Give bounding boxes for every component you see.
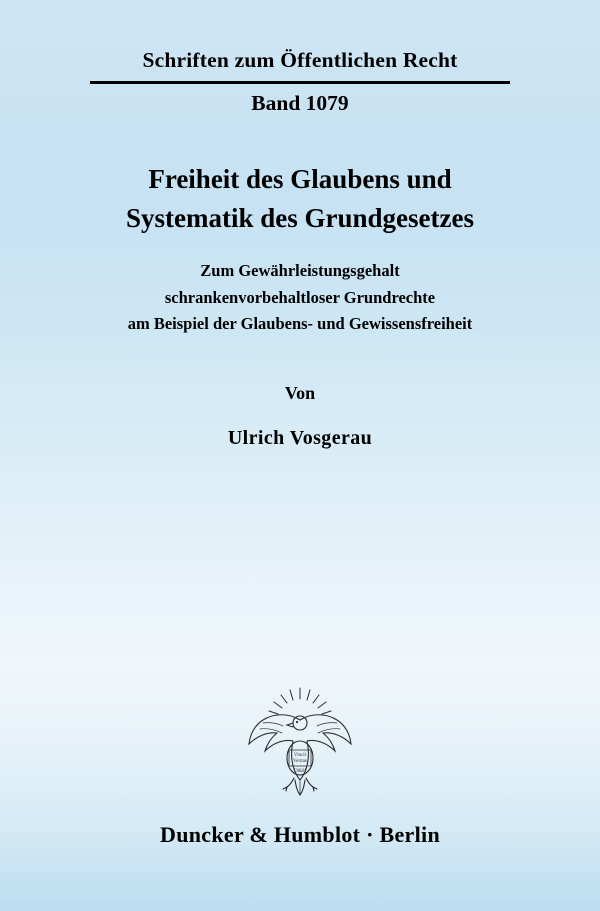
subtitle-line-3: am Beispiel der Glaubens- und Gewissensfreiheit bbox=[127, 314, 473, 334]
author-name: Ulrich Vosgerau bbox=[227, 427, 373, 449]
divider-rule bbox=[90, 81, 510, 84]
series-title: Schriften zum Öffentlichen Recht bbox=[142, 48, 458, 72]
logo-year: D&H bbox=[293, 768, 307, 774]
byline-label: Von bbox=[284, 383, 316, 403]
title-line-2: Systematik des Grundgesetzes bbox=[126, 203, 474, 234]
logo-motto-line1: Vincit bbox=[293, 753, 307, 758]
subtitle bbox=[0, 258, 600, 338]
page-title bbox=[0, 160, 600, 238]
subtitle-line-1: Zum Gewährleistungsgehalt bbox=[200, 261, 400, 280]
logo-motto-line2: Veritas bbox=[293, 759, 307, 764]
duncker-humblot-eagle-logo bbox=[241, 686, 359, 798]
publisher-name: Duncker & Humblot · Berlin bbox=[160, 822, 440, 847]
series-block bbox=[0, 48, 600, 117]
subtitle-line-2: schrankenvorbehaltloser Grundrechte bbox=[164, 287, 436, 307]
series-volume: Band 1079 bbox=[251, 90, 349, 115]
title-line-1: Freiheit des Glaubens und bbox=[148, 164, 452, 194]
